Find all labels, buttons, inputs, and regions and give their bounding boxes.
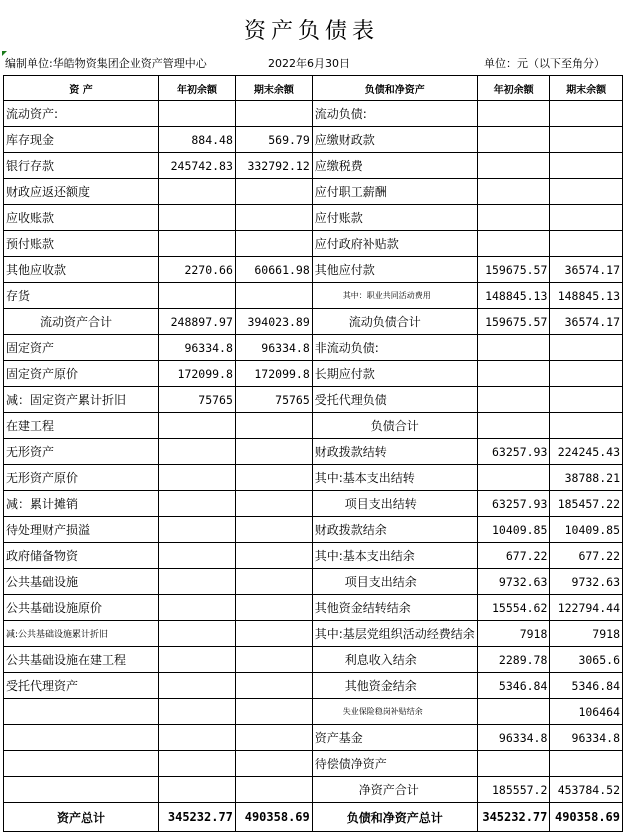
liability-closing-cell: 185457.22 xyxy=(550,491,623,517)
asset-closing-cell xyxy=(235,179,312,205)
asset-opening-cell xyxy=(159,413,236,439)
table-row xyxy=(4,699,623,725)
asset-closing-cell xyxy=(235,517,312,543)
liability-label-cell: 财政拨款结余 xyxy=(312,517,477,543)
liability-opening-cell xyxy=(477,465,550,491)
liability-closing-cell xyxy=(550,153,623,179)
liability-closing-cell: 38788.21 xyxy=(550,465,623,491)
header-opening-balance: 年初余额 xyxy=(477,76,550,101)
liability-opening-cell xyxy=(477,413,550,439)
asset-label-cell: 银行存款 xyxy=(4,153,159,179)
asset-closing-cell xyxy=(235,413,312,439)
liability-label-cell: 流动负债合计 xyxy=(312,309,477,335)
asset-opening-cell xyxy=(159,491,236,517)
liability-label-cell: 利息收入结余 xyxy=(312,647,477,673)
liability-opening-cell xyxy=(477,101,550,127)
table-row xyxy=(4,387,623,413)
liability-closing-cell: 96334.8 xyxy=(550,725,623,751)
asset-closing-cell xyxy=(235,569,312,595)
table-row xyxy=(4,569,623,595)
asset-opening-cell: 96334.8 xyxy=(159,335,236,361)
asset-closing-cell xyxy=(235,101,312,127)
liability-opening-cell xyxy=(477,231,550,257)
asset-closing-cell xyxy=(235,205,312,231)
liability-opening-cell: 63257.93 xyxy=(477,491,550,517)
table-row xyxy=(4,673,623,699)
asset-label-cell: 固定资产 xyxy=(4,335,159,361)
liability-label-cell: 应缴税费 xyxy=(312,153,477,179)
asset-label-cell xyxy=(4,751,159,777)
asset-opening-cell xyxy=(159,231,236,257)
liability-label-cell: 应付账款 xyxy=(312,205,477,231)
asset-label-cell: 政府储备物资 xyxy=(4,543,159,569)
balance-sheet-table xyxy=(3,75,623,832)
asset-closing-cell xyxy=(235,725,312,751)
header-closing-balance: 期末余额 xyxy=(550,76,623,101)
asset-closing-cell xyxy=(235,231,312,257)
liability-label-cell: 其中:基本支出结余 xyxy=(312,543,477,569)
asset-closing-cell xyxy=(235,465,312,491)
liability-closing-cell: 36574.17 xyxy=(550,309,623,335)
liability-label-cell: 其中:基层党组织活动经费结余 xyxy=(312,621,477,647)
asset-opening-cell: 245742.83 xyxy=(159,153,236,179)
asset-opening-cell xyxy=(159,543,236,569)
liability-label-cell: 应付政府补贴款 xyxy=(312,231,477,257)
liability-opening-cell: 185557.2 xyxy=(477,777,550,803)
liability-closing-cell xyxy=(550,179,623,205)
liability-opening-cell xyxy=(477,699,550,725)
total-liabilities-opening: 345232.77 xyxy=(477,803,550,832)
asset-opening-cell: 248897.97 xyxy=(159,309,236,335)
liability-opening-cell xyxy=(477,751,550,777)
liability-label-cell: 流动负债: xyxy=(312,101,477,127)
liability-closing-cell xyxy=(550,101,623,127)
asset-opening-cell xyxy=(159,283,236,309)
table-row xyxy=(4,777,623,803)
header-opening-balance: 年初余额 xyxy=(159,76,236,101)
liability-closing-cell: 677.22 xyxy=(550,543,623,569)
asset-opening-cell xyxy=(159,647,236,673)
asset-label-cell xyxy=(4,699,159,725)
liability-label-cell: 其他资金结余 xyxy=(312,673,477,699)
asset-closing-cell: 60661.98 xyxy=(235,257,312,283)
liability-opening-cell: 5346.84 xyxy=(477,673,550,699)
total-liabilities-closing: 490358.69 xyxy=(550,803,623,832)
table-row xyxy=(4,127,623,153)
report-date: 2022年6月30日 xyxy=(268,57,350,70)
asset-opening-cell: 172099.8 xyxy=(159,361,236,387)
asset-closing-cell xyxy=(235,439,312,465)
asset-opening-cell: 75765 xyxy=(159,387,236,413)
table-row xyxy=(4,179,623,205)
liability-opening-cell: 96334.8 xyxy=(477,725,550,751)
liability-closing-cell: 7918 xyxy=(550,621,623,647)
table-row xyxy=(4,543,623,569)
asset-label-cell: 减：累计摊销 xyxy=(4,491,159,517)
header-liabilities-net-assets: 负债和净资产 xyxy=(312,76,477,101)
liability-closing-cell xyxy=(550,387,623,413)
asset-closing-cell: 75765 xyxy=(235,387,312,413)
asset-closing-cell xyxy=(235,621,312,647)
asset-closing-cell xyxy=(235,595,312,621)
liability-label-cell: 应缴财政款 xyxy=(312,127,477,153)
liability-label-cell: 失业保险稳岗补贴结余 xyxy=(312,699,477,725)
header-assets: 资 产 xyxy=(4,76,159,101)
liability-opening-cell: 10409.85 xyxy=(477,517,550,543)
asset-label-cell xyxy=(4,725,159,751)
liability-label-cell: 项目支出结转 xyxy=(312,491,477,517)
liability-label-cell: 应付职工薪酬 xyxy=(312,179,477,205)
table-row xyxy=(4,595,623,621)
asset-label-cell: 无形资产 xyxy=(4,439,159,465)
table-row xyxy=(4,465,623,491)
table-row xyxy=(4,283,623,309)
asset-label-cell: 公共基础设施 xyxy=(4,569,159,595)
asset-label-cell: 库存现金 xyxy=(4,127,159,153)
liability-closing-cell: 224245.43 xyxy=(550,439,623,465)
liability-closing-cell xyxy=(550,127,623,153)
liability-closing-cell: 148845.13 xyxy=(550,283,623,309)
asset-closing-cell xyxy=(235,647,312,673)
liability-label-cell: 非流动负债: xyxy=(312,335,477,361)
total-assets-label: 资产总计 xyxy=(4,803,159,832)
liability-label-cell: 资产基金 xyxy=(312,725,477,751)
liability-label-cell: 净资产合计 xyxy=(312,777,477,803)
liability-opening-cell: 15554.62 xyxy=(477,595,550,621)
asset-opening-cell xyxy=(159,673,236,699)
liability-label-cell: 其中:基本支出结转 xyxy=(312,465,477,491)
header-row xyxy=(4,76,623,101)
liability-closing-cell: 106464 xyxy=(550,699,623,725)
liability-opening-cell: 159675.57 xyxy=(477,257,550,283)
table-row xyxy=(4,647,623,673)
asset-closing-cell: 332792.12 xyxy=(235,153,312,179)
asset-label-cell: 减:公共基础设施累计折旧 xyxy=(4,621,159,647)
asset-label-cell: 其他应收款 xyxy=(4,257,159,283)
asset-label-cell: 减：固定资产累计折旧 xyxy=(4,387,159,413)
liability-opening-cell xyxy=(477,387,550,413)
header-closing-balance: 期末余额 xyxy=(235,76,312,101)
liability-closing-cell xyxy=(550,751,623,777)
liability-opening-cell: 159675.57 xyxy=(477,309,550,335)
asset-opening-cell xyxy=(159,569,236,595)
liability-opening-cell: 2289.78 xyxy=(477,647,550,673)
asset-label-cell: 应收账款 xyxy=(4,205,159,231)
table-row xyxy=(4,439,623,465)
liability-label-cell: 受托代理负债 xyxy=(312,387,477,413)
table-row xyxy=(4,309,623,335)
asset-label-cell: 财政应返还额度 xyxy=(4,179,159,205)
asset-closing-cell: 172099.8 xyxy=(235,361,312,387)
liability-closing-cell: 10409.85 xyxy=(550,517,623,543)
asset-opening-cell: 2270.66 xyxy=(159,257,236,283)
asset-opening-cell xyxy=(159,595,236,621)
total-assets-closing: 490358.69 xyxy=(235,803,312,832)
asset-closing-cell: 394023.89 xyxy=(235,309,312,335)
liability-label-cell: 项目支出结余 xyxy=(312,569,477,595)
liability-closing-cell: 453784.52 xyxy=(550,777,623,803)
asset-label-cell: 无形资产原价 xyxy=(4,465,159,491)
liability-closing-cell: 36574.17 xyxy=(550,257,623,283)
asset-opening-cell xyxy=(159,725,236,751)
asset-label-cell: 流动资产: xyxy=(4,101,159,127)
table-row xyxy=(4,153,623,179)
currency-unit: 单位：元（以下至角分） xyxy=(484,57,605,70)
asset-label-cell: 公共基础设施在建工程 xyxy=(4,647,159,673)
liability-label-cell: 长期应付款 xyxy=(312,361,477,387)
asset-closing-cell: 96334.8 xyxy=(235,335,312,361)
liability-label-cell: 待偿债净资产 xyxy=(312,751,477,777)
asset-label-cell: 待处理财产损溢 xyxy=(4,517,159,543)
table-row xyxy=(4,725,623,751)
asset-label-cell: 预付账款 xyxy=(4,231,159,257)
totals-row xyxy=(4,803,623,832)
liability-closing-cell: 122794.44 xyxy=(550,595,623,621)
asset-opening-cell xyxy=(159,439,236,465)
liability-label-cell: 其他应付款 xyxy=(312,257,477,283)
asset-opening-cell: 884.48 xyxy=(159,127,236,153)
liability-closing-cell xyxy=(550,361,623,387)
asset-opening-cell xyxy=(159,777,236,803)
asset-label-cell: 在建工程 xyxy=(4,413,159,439)
asset-closing-cell xyxy=(235,543,312,569)
liability-opening-cell: 9732.63 xyxy=(477,569,550,595)
liability-label-cell: 其他资金结转结余 xyxy=(312,595,477,621)
table-row xyxy=(4,413,623,439)
liability-closing-cell xyxy=(550,413,623,439)
table-row xyxy=(4,491,623,517)
liability-opening-cell xyxy=(477,361,550,387)
liability-opening-cell xyxy=(477,153,550,179)
reporting-unit: 编制单位:华皓物资集团企业资产管理中心 xyxy=(5,57,207,70)
liability-label-cell: 财政拨款结转 xyxy=(312,439,477,465)
asset-opening-cell xyxy=(159,465,236,491)
asset-opening-cell xyxy=(159,751,236,777)
asset-opening-cell xyxy=(159,699,236,725)
table-row xyxy=(4,621,623,647)
liability-opening-cell xyxy=(477,335,550,361)
asset-opening-cell xyxy=(159,179,236,205)
liability-closing-cell: 5346.84 xyxy=(550,673,623,699)
table-row xyxy=(4,335,623,361)
liability-opening-cell xyxy=(477,179,550,205)
asset-label-cell: 受托代理资产 xyxy=(4,673,159,699)
asset-closing-cell xyxy=(235,751,312,777)
table-row xyxy=(4,101,623,127)
asset-opening-cell xyxy=(159,517,236,543)
asset-label-cell: 存货 xyxy=(4,283,159,309)
asset-opening-cell xyxy=(159,621,236,647)
liability-label-cell: 负债合计 xyxy=(312,413,477,439)
liability-opening-cell xyxy=(477,127,550,153)
asset-label-cell: 固定资产原价 xyxy=(4,361,159,387)
liability-opening-cell: 63257.93 xyxy=(477,439,550,465)
total-assets-opening: 345232.77 xyxy=(159,803,236,832)
liability-closing-cell: 9732.63 xyxy=(550,569,623,595)
asset-closing-cell xyxy=(235,699,312,725)
asset-closing-cell xyxy=(235,283,312,309)
liability-closing-cell xyxy=(550,231,623,257)
liability-opening-cell: 7918 xyxy=(477,621,550,647)
table-row xyxy=(4,231,623,257)
table-row xyxy=(4,257,623,283)
asset-opening-cell xyxy=(159,101,236,127)
page-title: 资产负债表 xyxy=(243,19,379,44)
asset-label-cell: 流动资产合计 xyxy=(4,309,159,335)
asset-closing-cell: 569.79 xyxy=(235,127,312,153)
liability-opening-cell: 677.22 xyxy=(477,543,550,569)
liability-closing-cell xyxy=(550,335,623,361)
liability-closing-cell xyxy=(550,205,623,231)
liability-closing-cell: 3065.6 xyxy=(550,647,623,673)
asset-closing-cell xyxy=(235,777,312,803)
asset-label-cell xyxy=(4,777,159,803)
asset-opening-cell xyxy=(159,205,236,231)
liability-opening-cell: 148845.13 xyxy=(477,283,550,309)
table-row xyxy=(4,517,623,543)
table-row xyxy=(4,361,623,387)
liability-opening-cell xyxy=(477,205,550,231)
table-row xyxy=(4,205,623,231)
asset-closing-cell xyxy=(235,673,312,699)
liability-label-cell: 其中：职业共同活动费用 xyxy=(312,283,477,309)
table-row xyxy=(4,751,623,777)
asset-closing-cell xyxy=(235,491,312,517)
asset-label-cell: 公共基础设施原价 xyxy=(4,595,159,621)
total-liabilities-label: 负债和净资产总计 xyxy=(312,803,477,832)
